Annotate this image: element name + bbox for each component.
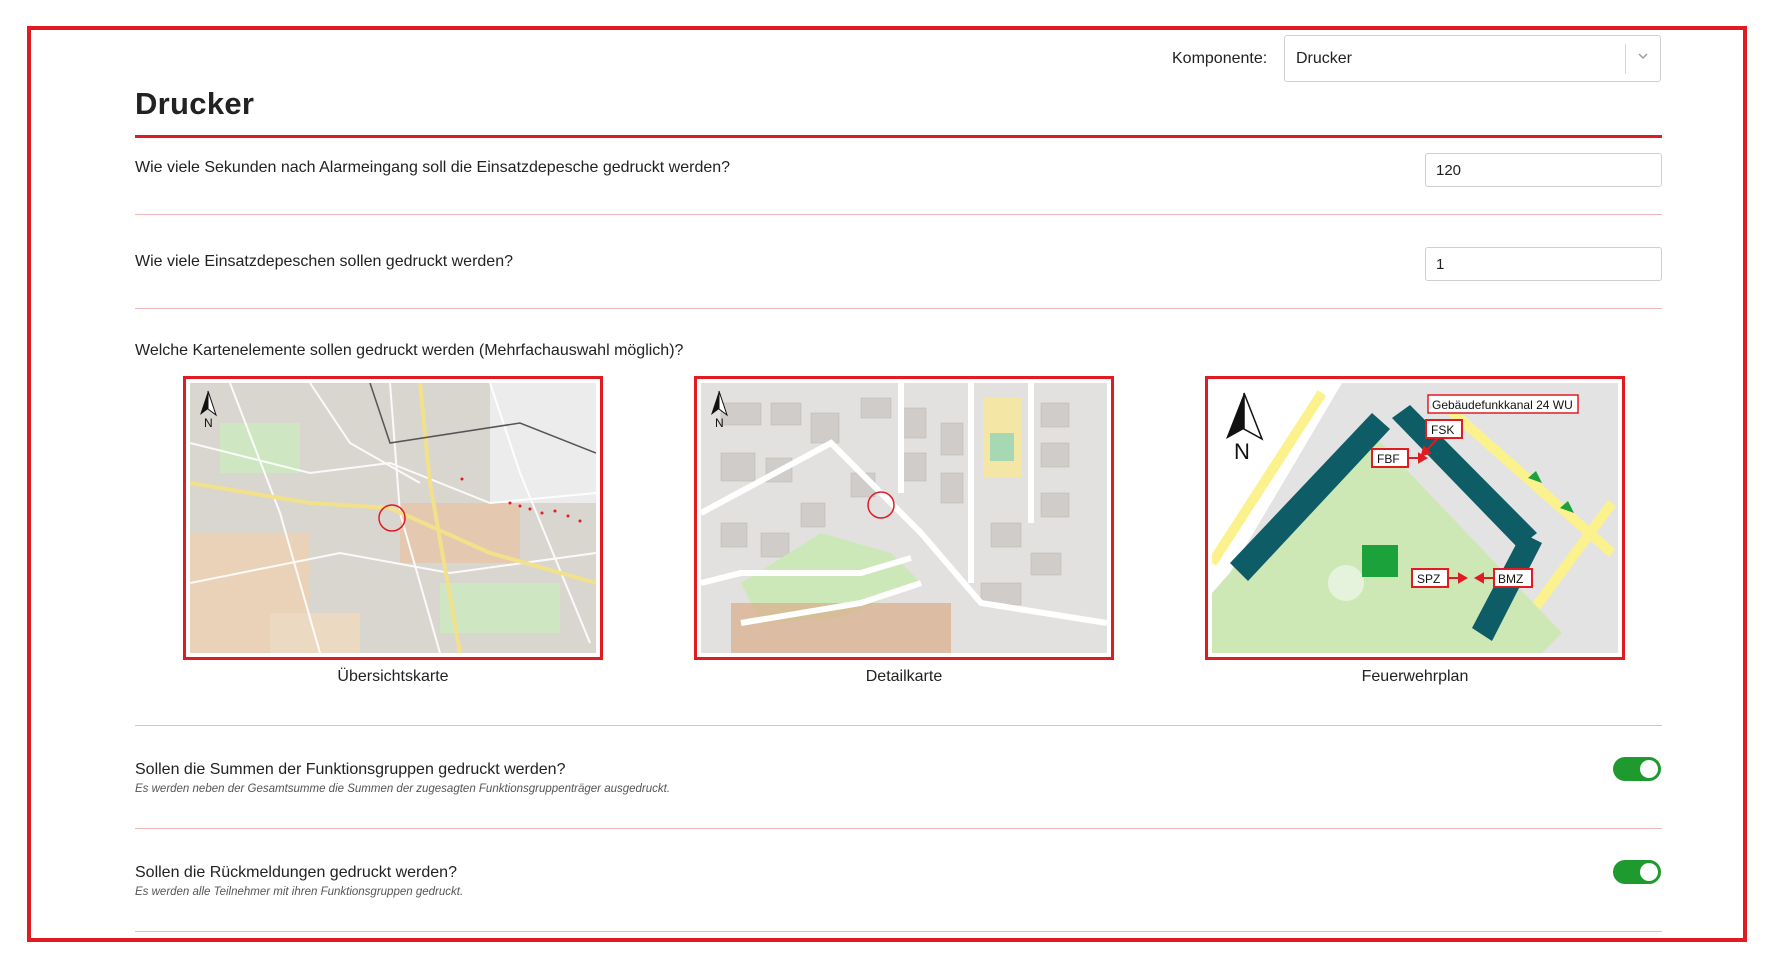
title-divider bbox=[135, 135, 1662, 138]
select-separator bbox=[1625, 44, 1626, 74]
map-elements-question: Welche Kartenelemente sollen gedruckt werden (Mehrfachauswahl möglich)? bbox=[135, 342, 684, 359]
toggle-knob bbox=[1640, 863, 1658, 881]
feedback-toggle[interactable] bbox=[1613, 860, 1661, 884]
divider bbox=[135, 214, 1662, 215]
page-title: Drucker bbox=[135, 86, 255, 121]
fire-plan-label: FBF bbox=[1377, 452, 1400, 466]
feedback-description: Es werden alle Teilnehmer mit ihren Funktionsgruppen gedruckt. bbox=[135, 886, 464, 898]
overview-map-image bbox=[190, 383, 596, 653]
komponente-select[interactable] bbox=[1284, 35, 1661, 82]
detail-map-caption: Detailkarte bbox=[865, 668, 943, 685]
overview-map-caption: Übersichtskarte bbox=[337, 668, 449, 685]
detail-map-option[interactable] bbox=[694, 376, 1114, 660]
seconds-input[interactable] bbox=[1425, 153, 1662, 187]
toggle-knob bbox=[1640, 760, 1658, 778]
north-label: N bbox=[204, 416, 213, 430]
feedback-question: Sollen die Rückmeldungen gedruckt werden? bbox=[135, 864, 457, 881]
fire-plan-option[interactable] bbox=[1205, 376, 1625, 660]
divider bbox=[135, 931, 1662, 932]
fire-plan-label: SPZ bbox=[1417, 572, 1441, 586]
north-label: N bbox=[1234, 439, 1250, 464]
divider bbox=[135, 828, 1662, 829]
fire-plan-label: Gebäudefunkkanal 24 WU bbox=[1432, 398, 1573, 412]
chevron-down-icon bbox=[1636, 49, 1650, 63]
count-input[interactable] bbox=[1425, 247, 1662, 281]
count-question: Wie viele Einsatzdepeschen sollen gedruckt werden? bbox=[135, 253, 513, 270]
fire-plan-image bbox=[1212, 383, 1618, 653]
fire-plan-label: FSK bbox=[1431, 423, 1455, 437]
komponente-value: Drucker bbox=[1296, 50, 1353, 67]
seconds-question: Wie viele Sekunden nach Alarmeingang soll die Einsatzdepesche gedruckt werden? bbox=[135, 159, 731, 176]
fire-plan-label: BMZ bbox=[1498, 572, 1524, 586]
divider bbox=[135, 308, 1662, 309]
sums-toggle[interactable] bbox=[1613, 757, 1661, 781]
sums-question: Sollen die Summen der Funktionsgruppen gedruckt werden? bbox=[135, 761, 566, 778]
fire-plan-caption: Feuerwehrplan bbox=[1361, 668, 1469, 685]
detail-map-image bbox=[701, 383, 1107, 653]
overview-map-option[interactable] bbox=[183, 376, 603, 660]
divider bbox=[135, 725, 1662, 726]
komponente-label: Komponente: bbox=[1172, 50, 1268, 67]
sums-description: Es werden neben der Gesamtsumme die Summen der zugesagten Funktionsgruppenträger ausgedruckt. bbox=[135, 783, 671, 795]
north-label: N bbox=[715, 416, 724, 430]
